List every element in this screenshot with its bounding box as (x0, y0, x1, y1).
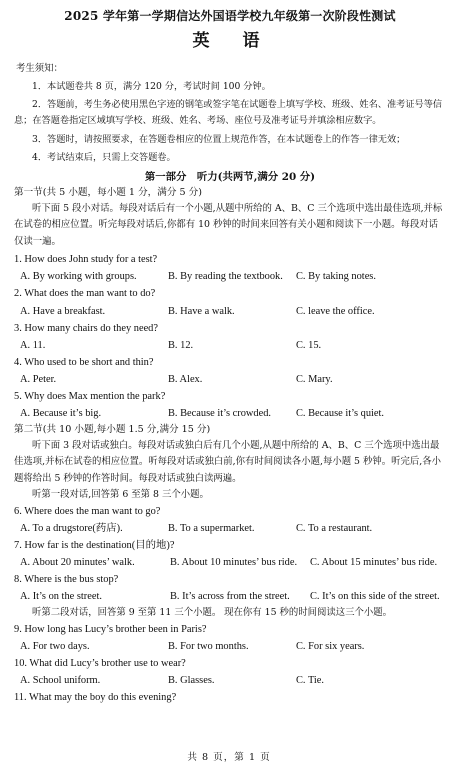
question-text: 5. Why does Max mention the park? (14, 390, 166, 402)
question-block (14, 657, 446, 688)
option-a: A. To a drugstore(药店). (20, 522, 123, 534)
question-text: 3. How many chairs do they need? (14, 322, 158, 334)
option-c: C. 15. (296, 339, 322, 351)
section-directions: 听下面 5 段小对话。每段对话后有一个小题,从题中所给的 A、B、C 三个选项中选出最佳选项,并标在试卷的相应位置。听完每段对话后,你都有 10 秒钟的时间来回答有关小题和阅读下一小题。每段对话仅读一遍。 (14, 203, 443, 247)
dialogue-intro: 听第二段对话，回答第 9 至第 11 三个小题。 现在你有 15 秒的时间阅读这三个小题。 (32, 607, 393, 619)
question-block (14, 287, 446, 318)
option-b: B. Glasses. (168, 674, 215, 686)
option-c: C. About 15 minutes’ bus ride. (310, 556, 438, 568)
option-b: B. 12. (168, 339, 194, 351)
options-row (20, 270, 446, 284)
question-block (14, 390, 446, 421)
options-row (20, 373, 446, 387)
question-text: 6. Where does the man want to go? (14, 505, 161, 517)
dialogue-intro: 听第一段对话,回答第 6 至第 8 三个小题。 (32, 489, 209, 501)
notice-item: 3．答题时，请按照要求，在答题卷相应的位置上规范作答，在本试题卷上的作答一律无效； (32, 133, 406, 145)
option-a: A. About 20 minutes’ walk. (20, 556, 135, 568)
option-a: A. By working with groups. (20, 271, 137, 283)
options-row (20, 407, 446, 421)
exam-title: 2025 学年第一学期信达外国语学校九年级第一次阶段性测试 (64, 9, 396, 23)
option-b: B. Have a walk. (168, 305, 235, 317)
option-b: B. It’s across from the street. (170, 591, 290, 603)
question-block (14, 322, 446, 353)
option-c: C. Because it’s quiet. (296, 407, 385, 419)
option-a: A. 11. (20, 339, 46, 351)
notice-heading: 考生须知： (16, 63, 63, 75)
question-text: 9. How long has Lucy’s brother been in Paris? (14, 623, 207, 635)
option-c: C. Mary. (296, 373, 333, 385)
question-text: 10. What did Lucy’s brother use to wear? (14, 657, 186, 669)
option-c: C. It’s on this side of the street. (310, 591, 440, 603)
option-a: A. Have a breakfast. (20, 305, 106, 317)
option-b: B. For two months. (168, 640, 249, 652)
option-b: B. By reading the textbook. (168, 271, 283, 283)
question-text: 1. How does John study for a test? (14, 254, 158, 266)
options-row (20, 640, 446, 654)
option-a: A. Because it’s big. (20, 407, 102, 419)
notice-item: 2．答题前，考生务必使用黑色字迹的钢笔或签字笔在试题卷上填写学校、班级、姓名、准考证号等信息；在答题卷指定区域填写学校、班级、姓名、考场、座位号及准考证号并填涂相应数字。 (14, 99, 443, 127)
option-c: C. For six years. (296, 640, 365, 652)
option-c: C. By taking notes. (296, 271, 376, 283)
option-a: A. Peter. (20, 373, 57, 385)
option-a: A. School uniform. (20, 674, 101, 686)
question-text: 4. Who used to be short and thin? (14, 356, 154, 368)
question-text: 7. How far is the destination(目的地)? (14, 539, 175, 551)
page-footer: 共 8 页，第 1 页 (187, 752, 271, 764)
option-a: A. It’s on the street. (20, 591, 102, 603)
option-b: B. To a supermarket. (168, 522, 255, 534)
notice-item: 4．考试结束后，只需上交答题卷。 (32, 152, 176, 164)
option-b: B. Alex. (168, 373, 203, 385)
question-block (14, 623, 446, 654)
part-heading: 第一部分 听力(共两节,满分 20 分) (144, 171, 316, 184)
notice-item: 1．本试题卷共 8 页，满分 120 分，考试时间 100 分钟。 (32, 80, 271, 92)
question-block (14, 253, 446, 284)
question-block (14, 539, 446, 570)
options-row (20, 339, 446, 353)
option-c: C. Tie. (296, 674, 325, 686)
question-text: 11. What may the boy do this evening? (14, 691, 177, 703)
options-row (20, 590, 446, 604)
options-row (20, 556, 446, 570)
question-block (14, 573, 446, 604)
option-b: B. About 10 minutes’ bus ride. (170, 556, 298, 568)
section-heading: 第一节(共 5 小题，每小题 1 分，满分 5 分) (14, 187, 203, 199)
question-block (14, 505, 446, 536)
question-block (14, 356, 446, 387)
section-heading: 第二节(共 10 小题,每小题 1.5 分,满分 15 分) (14, 423, 211, 435)
options-row (20, 522, 446, 536)
option-c: C. To a restaurant. (296, 522, 373, 534)
option-a: A. For two days. (20, 640, 90, 652)
option-c: C. leave the office. (296, 305, 375, 317)
question-text: 2. What does the man want to do? (14, 288, 156, 300)
option-b: B. Because it’s crowded. (168, 407, 272, 419)
subject-title: 英 语 (192, 31, 268, 52)
options-row (20, 674, 446, 688)
question-text: 8. Where is the bus stop? (14, 574, 119, 585)
options-row (20, 305, 446, 319)
section-directions: 听下面 3 段对话或独白。每段对话或独白后有几个小题,从题中所给的 A、B、C 三个选项中选出最佳选项,并标在试卷的相应位置。听每段对话或独白前,你有时间阅读各小题,每小题 5 秒钟。听完后,各小题将给出 5 秒钟的作答时间。每段对话或独白读两遍。 (14, 439, 441, 484)
